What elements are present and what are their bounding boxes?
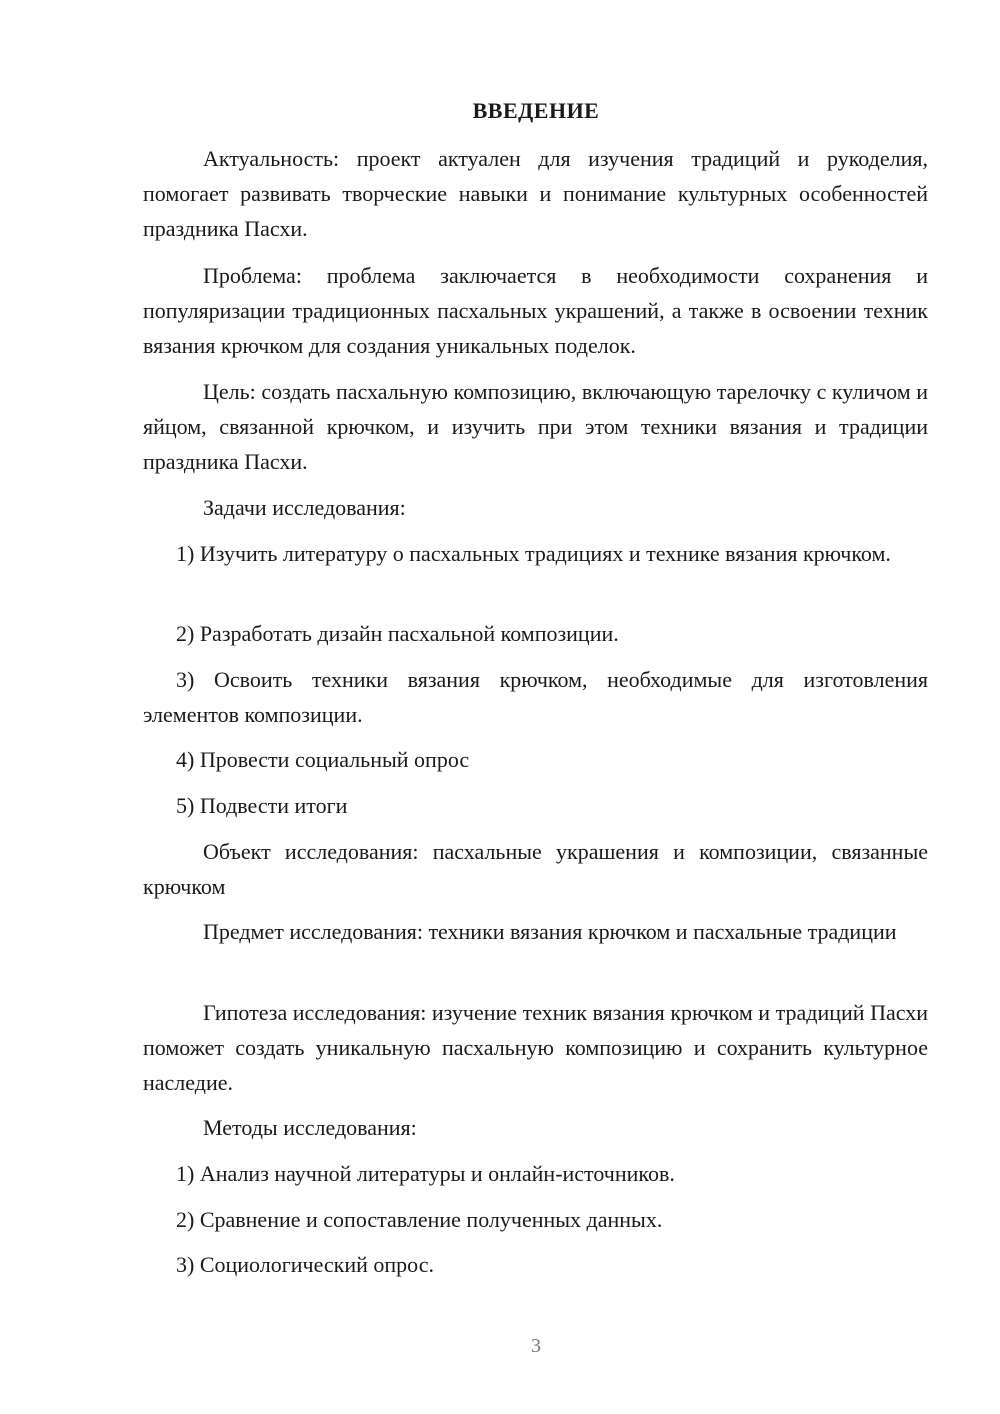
paragraph-object: Объект исследования: пасхальные украшения и композиции, связанные крючком [143,839,928,899]
paragraph-relevance: Актуальность: проект актуален для изучения традиций и рукоделия, помогает развивать творческие навыки и понимание культурных особенностей праздника Пасхи. [143,146,928,241]
tasks-title: Задачи исследования: [203,495,406,520]
page-number: 3 [531,1335,541,1357]
paragraph-problem: Проблема: проблема заключается в необходимости сохранения и популяризации традиционных пасхальных украшений, а также в освоении техник вязания крючком для создания уникальных поделок. [143,263,928,358]
task-item: 5) Подвести итоги [176,793,348,818]
task-item: 4) Провести социальный опрос [176,747,470,772]
method-item: 2) Сравнение и сопоставление полученных данных. [176,1207,663,1232]
task-item: 1) Изучить литературу о пасхальных традициях и технике вязания крючком. [176,541,891,566]
paragraph-subject: Предмет исследования: техники вязания крючком и пасхальные традиции [203,919,897,944]
methods-title: Методы исследования: [203,1115,417,1140]
paragraph-hypothesis: Гипотеза исследования: изучение техник вязания крючком и традиций Пасхи поможет создать уникальную пасхальную композицию и сохранить культурное наследие. [143,1000,928,1095]
task-item: 3) Освоить техники вязания крючком, необходимые для изготовления элементов композиции. [143,667,928,727]
paragraph-goal: Цель: создать пасхальную композицию, включающую тарелочку с куличом и яйцом, связанной крючком, и изучить при этом техники вязания и традиции праздника Пасхи. [143,379,928,474]
section-heading: ВВЕДЕНИЕ [472,98,600,123]
method-item: 1) Анализ научной литературы и онлайн-источников. [176,1161,675,1186]
task-item: 2) Разработать дизайн пасхальной композиции. [176,621,619,646]
method-item: 3) Социологический опрос. [176,1252,434,1277]
